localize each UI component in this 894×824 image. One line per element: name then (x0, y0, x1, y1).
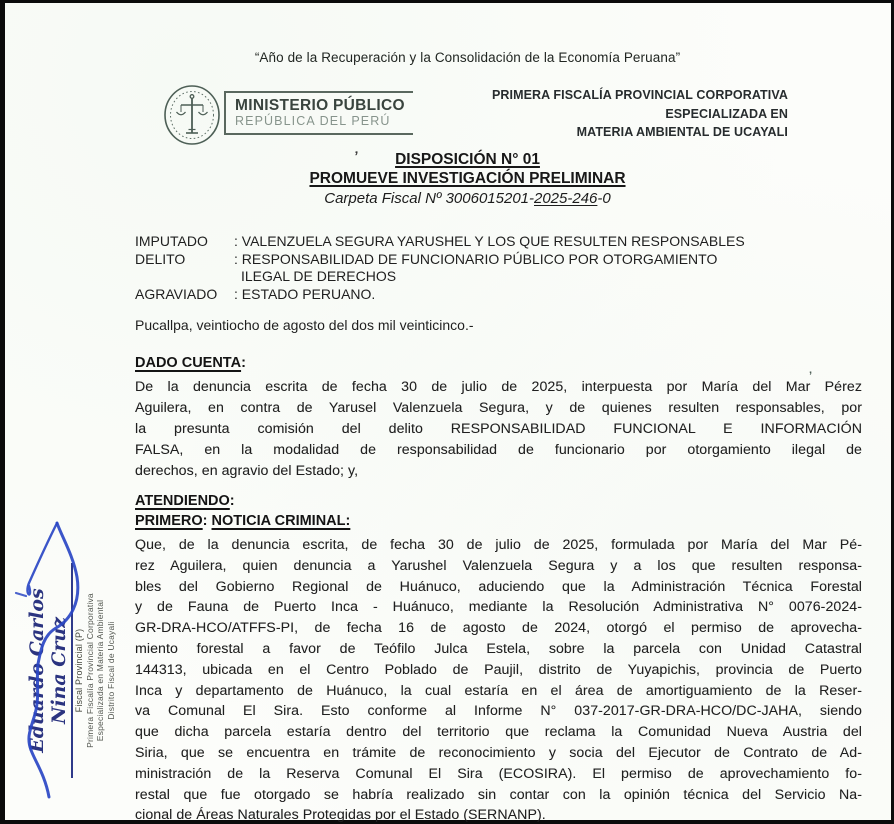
scan-edge-left (0, 0, 5, 824)
paragraph-line: 144313, ubicada en el Centro Poblado de Paujil, distrito de Yuyapichis, provincia de Puerto (135, 661, 862, 678)
disposicion-subject: PROMUEVE INVESTIGACIÓN PRELIMINAR (309, 169, 626, 187)
imputado-value: : VALENZUELA SEGURA YARUSHEL Y LOS QUE RESULTEN RESPONSABLES (234, 233, 745, 249)
fiscal-signature-stamp (26, 563, 116, 778)
paragraph-line: derechos, en agravio del Estado; y, (135, 463, 359, 479)
logo-title: MINISTERIO PÚBLICO (235, 97, 405, 114)
paragraph-line: Inca y departamento de Huánuco, la cual estaría en el área de amortiguamiento de la Reser- (135, 682, 862, 699)
paragraph-line: rez Aguilera, quien denuncia a Yarushel Valenzuela Segura y a los que resulten responsa- (135, 557, 862, 574)
paragraph-line: Que, de la denuncia escrita, de fecha 30 de julio de 2025, formulada por María del Mar Pé- (135, 537, 862, 553)
delito-row (135, 251, 862, 269)
paragraph-line: GR-DRA-HCO/ATFFS-PI, de fecha 16 de agosto de 2024, otorgó el permiso de aprovecha- (135, 620, 862, 637)
office-name-line2: MATERIA AMBIENTAL DE UCAYALI (576, 125, 788, 139)
imputado-row (135, 233, 862, 251)
delito-value: : RESPONSABILIDAD DE FUNCIONARIO PÚBLICO POR OTORGAMIENTO (234, 250, 718, 267)
fiscalia-office-name (430, 86, 788, 142)
office-name-line1: PRIMERA FISCALÍA PROVINCIAL CORPORATIVA ESPECIALIZADA EN (491, 88, 788, 121)
paragraph-line: restal que fue otorgado se habría realizado sin contar con la opinión técnica del Servicio Na- (135, 786, 862, 803)
official-year-quote: “Año de la Recuperación y la Consolidación de la Economía Peruana” (254, 50, 681, 65)
paragraph-line: FALSA, en la modalidad de responsabilidad de funcionario por otorgamiento ilegal de (135, 442, 862, 458)
fiscal-office-line3: Distrito Fiscal de Ucayali (105, 621, 116, 720)
paragraph-line: Aguilera, en contra de Yarusel Valenzuela Segura, y de quienes resulten responsables, por (135, 400, 862, 416)
place-date-line: Pucallpa, veintiocho de agosto del dos mil veinticinco.- (135, 317, 474, 333)
delito-label: DELITO (135, 250, 186, 267)
agraviado-label: AGRAVIADO (135, 285, 218, 302)
logo-subtitle: REPÚBLICA DEL PERÚ (235, 114, 391, 128)
imputado-label: IMPUTADO (135, 233, 208, 249)
document-title-block (135, 151, 800, 209)
paragraph-dado-cuenta (135, 377, 862, 482)
heading-atendiendo: ATENDIENDO: (135, 493, 235, 509)
scan-artifact-mark: ’ (809, 370, 813, 382)
paragraph-line: De la denuncia escrita de fecha 30 de julio de 2025, interpuesta por María del Mar Pérez (135, 379, 862, 395)
paragraph-noticia-criminal (135, 535, 862, 824)
fiscal-role: Fiscal Provincial (P) (74, 628, 84, 713)
ministerio-publico-seal-icon (162, 83, 222, 152)
fiscal-name: Eduardo Carlos Nina Cruz (26, 563, 73, 778)
paragraph-line: que dicha parcela estaría dentro del territorio que reclama la Comunidad Nueva Austria del (135, 724, 862, 741)
case-parties (135, 233, 862, 303)
paragraph-line: va Comunal El Sira. Esto conforme al Informe N° 037-2017-GR-DRA-HCO/DC-JAHA, siendo (135, 703, 862, 720)
paragraph-line: cional de Áreas Naturales Protegidas por el Estado (SERNANP). (135, 807, 546, 824)
paragraph-line: Siria, que se encuentra en trámite de reconocimiento y socia del Ejecutor de Contrato de Ad- (135, 744, 862, 761)
agraviado-row (135, 286, 862, 304)
agraviado-value: : ESTADO PERUANO. (234, 285, 376, 302)
paragraph-line: y de Fauna de Puerto Inca - Huánuco, mediante la Resolución Administrativa N° 0076-2024- (135, 599, 862, 616)
disposicion-number: DISPOSICIÓN N° 01 (395, 151, 540, 168)
paragraph-line: bles del Gobierno Regional de Huánuco, aduciendo que la Administración Técnica Forestal (135, 578, 862, 595)
fiscal-office-line2: Especializada en Materia Ambiental (95, 599, 105, 742)
scan-artifact-mark: ’ (352, 147, 359, 165)
paragraph-line: miento forestal a favor de Teófilo Julca Estela, sobre la parcela con Unidad Catastral (135, 640, 862, 657)
ministerio-publico-wordmark (224, 91, 413, 135)
paragraph-line: la presunta comisión del delito RESPONSABILIDAD FUNCIONAL E INFORMACIÓN (135, 421, 862, 437)
heading-dado-cuenta: DADO CUENTA: (135, 355, 246, 371)
delito-row-continued: ILEGAL DE DERECHOS (241, 268, 397, 285)
fiscal-office-line1: Primera Fiscalía Provincial Corporativa (84, 593, 95, 748)
case-file-number: Carpeta Fiscal Nº 3006015201-2025-246-0 (324, 190, 611, 207)
heading-primero-noticia-criminal: PRIMERO: NOTICIA CRIMINAL: (135, 513, 351, 529)
paragraph-line: ministración de la Reserva Comunal El Sira (ECOSIRA). El permiso de aprovechamiento fo- (135, 765, 862, 782)
scan-edge-top (0, 0, 894, 3)
